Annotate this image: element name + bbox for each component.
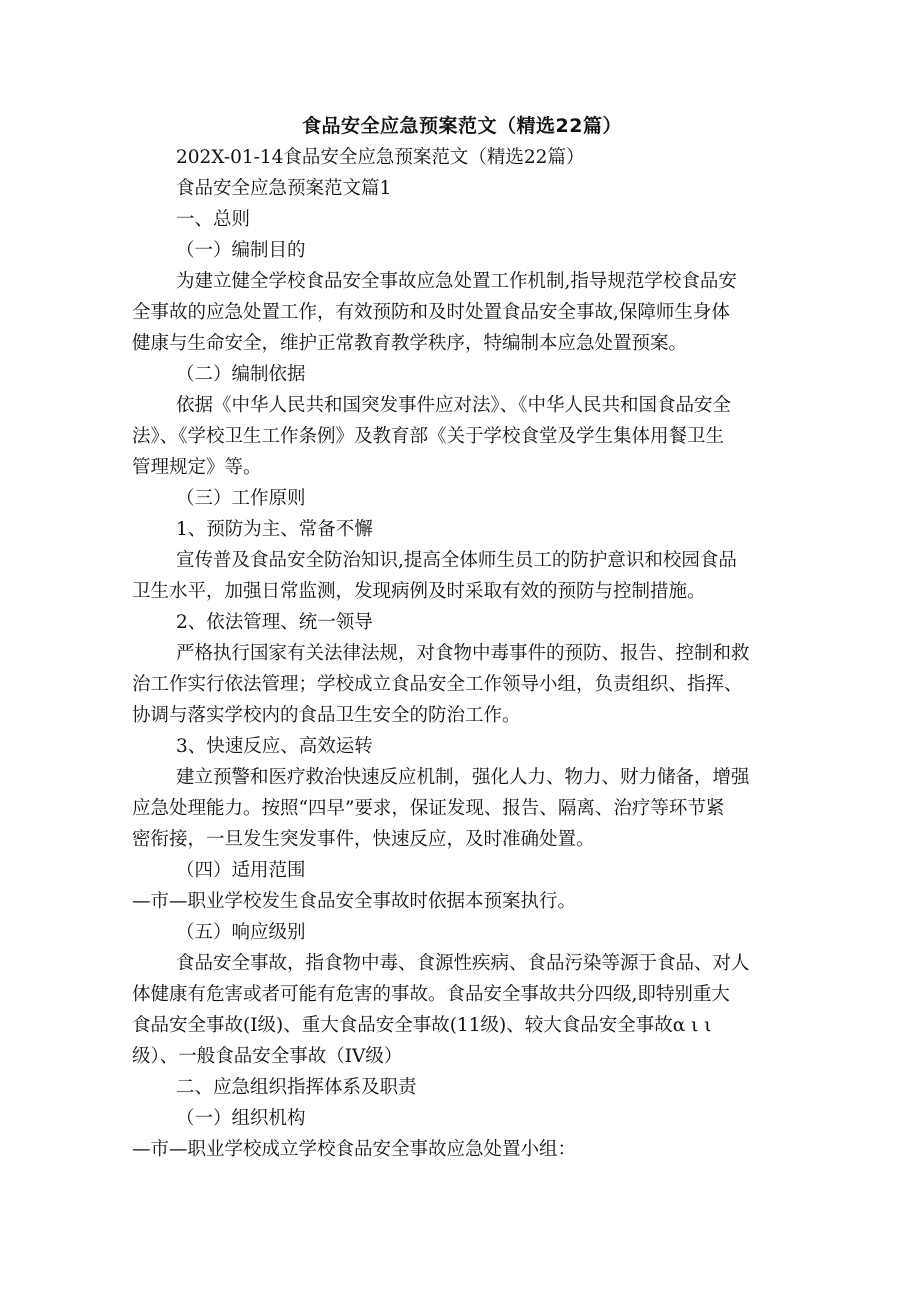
principle-heading-3: 3、快速反应、高效运转 (176, 736, 373, 757)
subsection-heading-basis: （二）编制依据 (176, 364, 306, 385)
document-title: 食品安全应急预案范文（精选22篇） (302, 115, 622, 137)
paragraph-line: 密衔接，一旦发生突发事件，快速反应，及时准确处置。 (132, 829, 595, 850)
paragraph-basis (132, 390, 792, 483)
piece-title: 食品安全应急预案范文篇1 (176, 178, 392, 199)
paragraph-scope: —市—职业学校发生食品安全事故时依据本预案执行。 (132, 891, 577, 912)
paragraph-line: 治工作实行依法管理；学校成立食品安全工作领导小组，负责组织、指挥、 (132, 674, 743, 695)
section-heading-general: 一、总则 (176, 209, 251, 230)
subsection-heading-response-level: （五）响应级别 (176, 922, 306, 943)
paragraph-principle-2 (132, 638, 792, 731)
paragraph-line: 应急处理能力。按照“四早”要求，保证发现、报告、隔离、治疗等环节紧 (132, 798, 725, 819)
paragraph-line: 严格执行国家有关法律法规，对食物中毒事件的预防、报告、控制和救 (176, 643, 750, 664)
subsection-heading-structure: （一）组织机构 (176, 1108, 306, 1129)
paragraph-line: 健康与生命安全，维护正常教育教学秩序，特编制本应急处置预案。 (132, 333, 688, 354)
date-line: 202X-01-14食品安全应急预案范文（精选22篇） (176, 147, 585, 168)
paragraph-line: 宣传普及食品安全防治知识,提高全体师生员工的防护意识和校园食品 (176, 550, 737, 571)
principle-heading-1: 1、预防为主、常备不懈 (176, 519, 373, 540)
subsection-heading-purpose: （一）编制目的 (176, 240, 306, 261)
paragraph-purpose (132, 266, 792, 359)
paragraph-principle-1 (132, 545, 792, 607)
paragraph-line: 食品安全事故，指食物中毒、食源性疾病、食品污染等源于食品、对人 (176, 953, 750, 974)
paragraph-line: 级）、一般食品安全事故（IV级） (132, 1046, 403, 1067)
paragraph-structure: —市—职业学校成立学校食品安全事故应急处置小组： (132, 1139, 577, 1160)
paragraph-line: 法》、《学校卫生工作条例》及教育部《关于学校食堂及学生集体用餐卫生 (132, 426, 725, 447)
subsection-heading-scope: （四）适用范围 (176, 860, 306, 881)
paragraph-principle-3 (132, 762, 792, 855)
subsection-heading-principles: （三）工作原则 (176, 488, 306, 509)
section-heading-organization: 二、应急组织指挥体系及职责 (176, 1077, 417, 1098)
paragraph-line: 卫生水平，加强日常监测，发现病例及时采取有效的预防与控制措施。 (132, 581, 706, 602)
paragraph-line: 建立预警和医疗救治快速反应机制，强化人力、物力、财力储备，增强 (176, 767, 750, 788)
paragraph-line: 依据《中华人民共和国突发事件应对法》、《中华人民共和国食品安全 (176, 395, 732, 416)
paragraph-response-level (132, 948, 792, 1072)
paragraph-line: 为建立健全学校食品安全事故应急处置工作机制,指导规范学校食品安 (176, 271, 737, 292)
paragraph-line: 管理规定》等。 (132, 457, 262, 478)
paragraph-line: 全事故的应急处置工作，有效预防和及时处置食品安全事故,保障师生身体 (132, 302, 730, 323)
paragraph-line: 体健康有危害或者可能有危害的事故。食品安全事故共分四级,即特别重大 (132, 984, 730, 1005)
document-content (132, 110, 792, 1165)
paragraph-line: 协调与落实学校内的食品卫生安全的防治工作。 (132, 705, 521, 726)
paragraph-line: 食品安全事故(I级)、重大食品安全事故(11级)、较大食品安全事故α ι ι (132, 1015, 712, 1036)
principle-heading-2: 2、依法管理、统一领导 (176, 612, 373, 633)
